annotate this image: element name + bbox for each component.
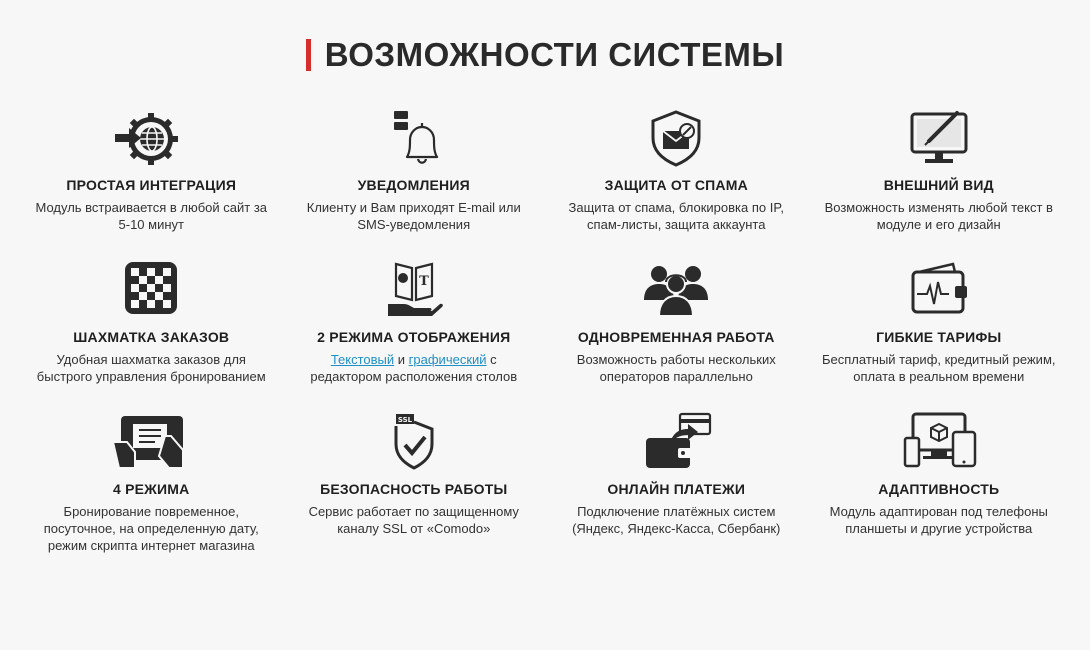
feature-description: Сервис работает по защищенному каналу SSL от «Comodo»: [308, 504, 519, 536]
feature-title: АДАПТИВНОСТЬ: [878, 481, 1000, 497]
feature-description: Возможность изменять любой текст в модуле и его дизайн: [824, 200, 1053, 232]
monitor-pen-icon: [899, 108, 979, 168]
feature-description: Клиенту и Вам приходят E-mail или SMS-уведомления: [306, 200, 521, 232]
feature-card: [545, 260, 808, 412]
feature-title: 4 РЕЖИМА: [113, 481, 190, 497]
tablet-touch-icon: [111, 412, 191, 472]
devices-icon: [899, 412, 979, 472]
section-header: [0, 36, 1090, 76]
globe-gear-icon: [111, 108, 191, 168]
feature-title: ВНЕШНИЙ ВИД: [883, 177, 994, 193]
wallet-pulse-icon: [899, 260, 979, 320]
features-grid: [20, 108, 1070, 564]
feature-description: Удобная шахматка заказов для быстрого управления бронированием: [36, 352, 266, 384]
feature-card: [545, 108, 808, 260]
feature-card: [808, 412, 1071, 564]
text-mode-link[interactable]: Текстовый: [330, 352, 395, 367]
feature-description: Подключение платёжных систем (Яндекс, Яндекс-Касса, Сбербанк): [572, 504, 781, 536]
feature-title: УВЕДОМЛЕНИЯ: [357, 177, 470, 193]
bell-notification-icon: [374, 108, 454, 168]
title-accent-bar: [306, 39, 311, 71]
operators-headset-icon: [636, 260, 716, 320]
feature-card: [283, 412, 546, 564]
shield-mail-icon: [636, 108, 716, 168]
feature-card: [808, 108, 1071, 260]
feature-card: [808, 260, 1071, 412]
page-title: ВОЗМОЖНОСТИ СИСТЕМЫ: [324, 36, 785, 73]
wallet-card-icon: [636, 412, 716, 472]
ssl-shield-icon: [374, 412, 454, 472]
feature-description: Бесплатный тариф, кредитный режим, оплата в реальном времени: [821, 352, 1056, 384]
svg-text:SSL: SSL: [397, 416, 412, 424]
feature-title: 2 РЕЖИМА ОТОБРАЖЕНИЯ: [317, 329, 511, 345]
feature-description: Защита от спама, блокировка по IP, спам-листы, защита аккаунта: [568, 200, 784, 232]
chessboard-icon: [111, 260, 191, 320]
feature-card: [20, 108, 283, 260]
feature-title: ЗАЩИТА ОТ СПАМА: [604, 177, 748, 193]
feature-description: Бронирование повременное, посуточное, на определенную дату, режим скрипта интернет магазина: [43, 504, 259, 553]
feature-title: ОДНОВРЕМЕННАЯ РАБОТА: [577, 329, 775, 345]
feature-card: [20, 260, 283, 412]
feature-title: ГИБКИЕ ТАРИФЫ: [876, 329, 1002, 345]
feature-card: [283, 108, 546, 260]
feature-title: ПРОСТАЯ ИНТЕГРАЦИЯ: [66, 177, 237, 193]
book-hand-icon: [374, 260, 454, 320]
feature-description: [293, 351, 536, 385]
desc-rest: с редактором расположения столов: [310, 352, 518, 384]
feature-card: [283, 260, 546, 412]
graphic-mode-link[interactable]: графический: [408, 352, 487, 367]
feature-title: БЕЗОПАСНОСТЬ РАБОТЫ: [320, 481, 508, 497]
feature-description: Модуль встраивается в любой сайт за 5-10 минут: [35, 200, 268, 232]
feature-description: Модуль адаптирован под телефоны планшеты и другие устройства: [829, 504, 1048, 536]
feature-title: ШАХМАТКА ЗАКАЗОВ: [73, 329, 230, 345]
feature-description: Возможность работы нескольких операторов параллельно: [576, 352, 776, 384]
desc-connector: и: [394, 352, 409, 367]
feature-card: [20, 412, 283, 564]
feature-title: ОНЛАЙН ПЛАТЕЖИ: [607, 481, 746, 497]
feature-card: [545, 412, 808, 564]
svg-text:T: T: [418, 274, 429, 289]
